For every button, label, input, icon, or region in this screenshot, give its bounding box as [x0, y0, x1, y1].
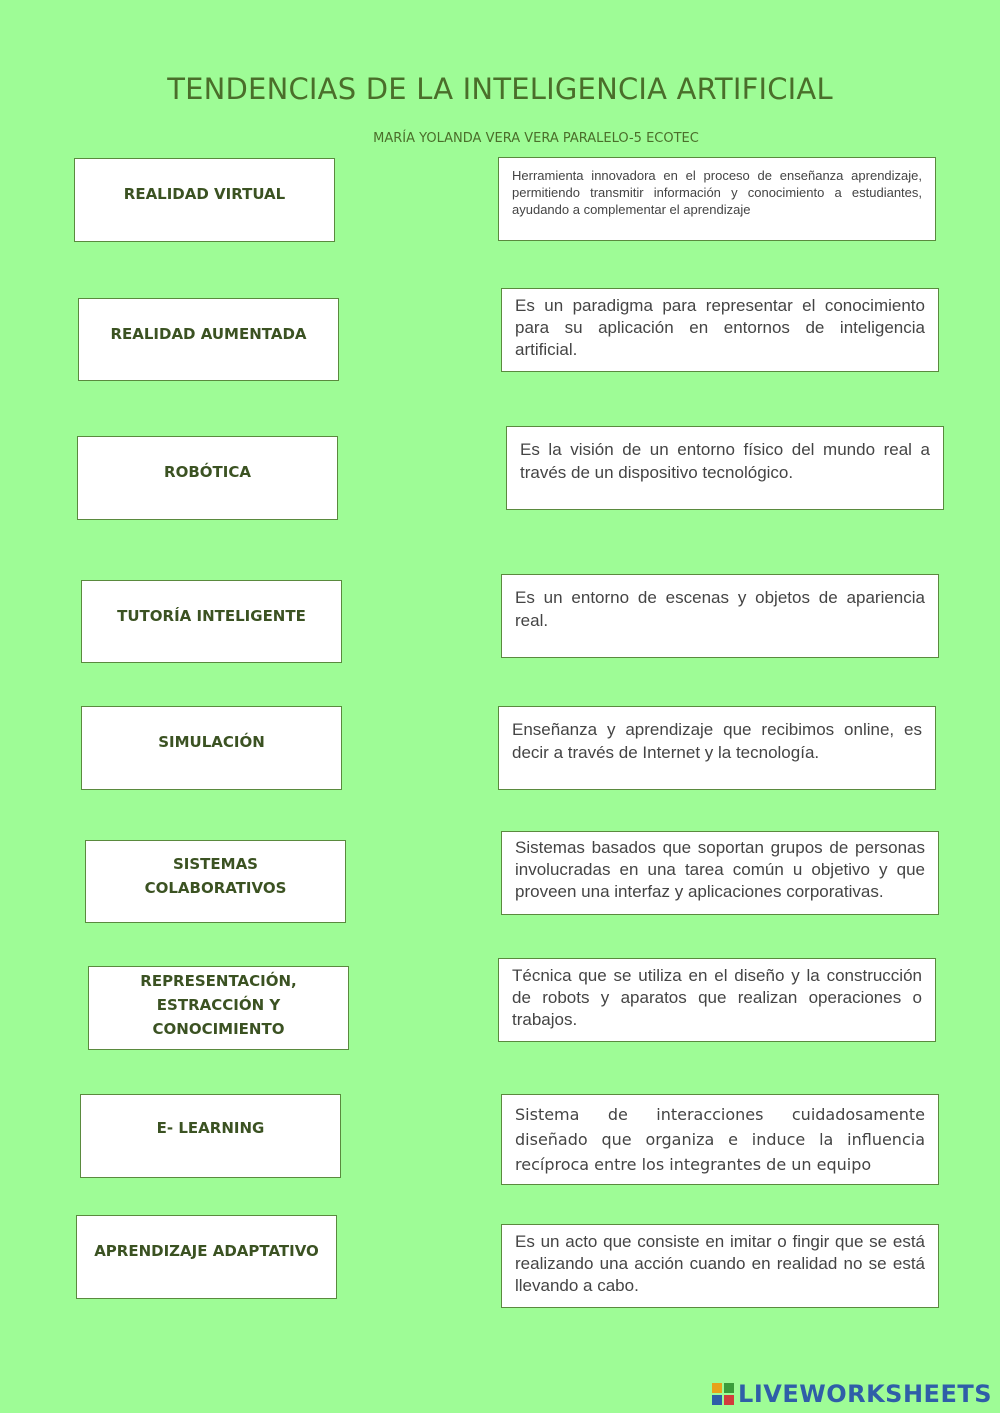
- liveworksheets-logo: [712, 1381, 992, 1407]
- definition-box-8[interactable]: Sistema de interacciones cuidadosamente diseñado que organiza e induce la influencia recíproca entre los integrantes de un equipo: [501, 1094, 939, 1185]
- term-box-representacion[interactable]: REPRESENTACIÓN, ESTRACCIÓN Y CONOCIMIENTO: [88, 966, 349, 1050]
- term-box-aprendizaje-adaptativo[interactable]: APRENDIZAJE ADAPTATIVO: [76, 1215, 337, 1299]
- author-subtitle: MARÍA YOLANDA VERA VERA PARALELO-5 ECOTEC: [373, 131, 699, 146]
- term-box-robotica[interactable]: ROBÓTICA: [77, 436, 338, 520]
- liveworksheets-logo-text: LIVEWORKSHEETS: [738, 1380, 992, 1408]
- term-box-e-learning[interactable]: E- LEARNING: [80, 1094, 341, 1178]
- definition-box-9[interactable]: Es un acto que consiste en imitar o fingir que se está realizando una acción cuando en realidad no se está llevando a cabo.: [501, 1224, 939, 1308]
- term-box-realidad-virtual[interactable]: REALIDAD VIRTUAL: [74, 158, 335, 242]
- definition-box-6[interactable]: Sistemas basados que soportan grupos de personas involucradas en una tarea común u objetivo y que proveen una interfaz y aplicaciones corporativas.: [501, 831, 939, 915]
- term-box-realidad-aumentada[interactable]: REALIDAD AUMENTADA: [78, 298, 339, 381]
- definition-box-3[interactable]: Es la visión de un entorno físico del mundo real a través de un dispositivo tecnológico.: [506, 426, 944, 510]
- page-title: TENDENCIAS DE LA INTELIGENCIA ARTIFICIAL: [167, 72, 833, 106]
- definition-box-4[interactable]: Es un entorno de escenas y objetos de apariencia real.: [501, 574, 939, 658]
- term-box-simulacion[interactable]: SIMULACIÓN: [81, 706, 342, 790]
- liveworksheets-logo-mark-icon: [712, 1383, 734, 1405]
- definition-box-7[interactable]: Técnica que se utiliza en el diseño y la construcción de robots y aparatos que realizan operaciones o trabajos.: [498, 958, 936, 1042]
- definition-box-2[interactable]: Es un paradigma para representar el conocimiento para su aplicación en entornos de inteligencia artificial.: [501, 288, 939, 372]
- definition-box-1[interactable]: Herramienta innovadora en el proceso de enseñanza aprendizaje, permitiendo transmitir información y conocimiento a estudiantes, ayudando a complementar el aprendizaje: [498, 157, 936, 241]
- term-box-tutoria-inteligente[interactable]: TUTORÍA INTELIGENTE: [81, 580, 342, 663]
- definition-box-5[interactable]: Enseñanza y aprendizaje que recibimos online, es decir a través de Internet y la tecnología.: [498, 706, 936, 790]
- term-box-sistemas-colaborativos[interactable]: SISTEMAS COLABORATIVOS: [85, 840, 346, 923]
